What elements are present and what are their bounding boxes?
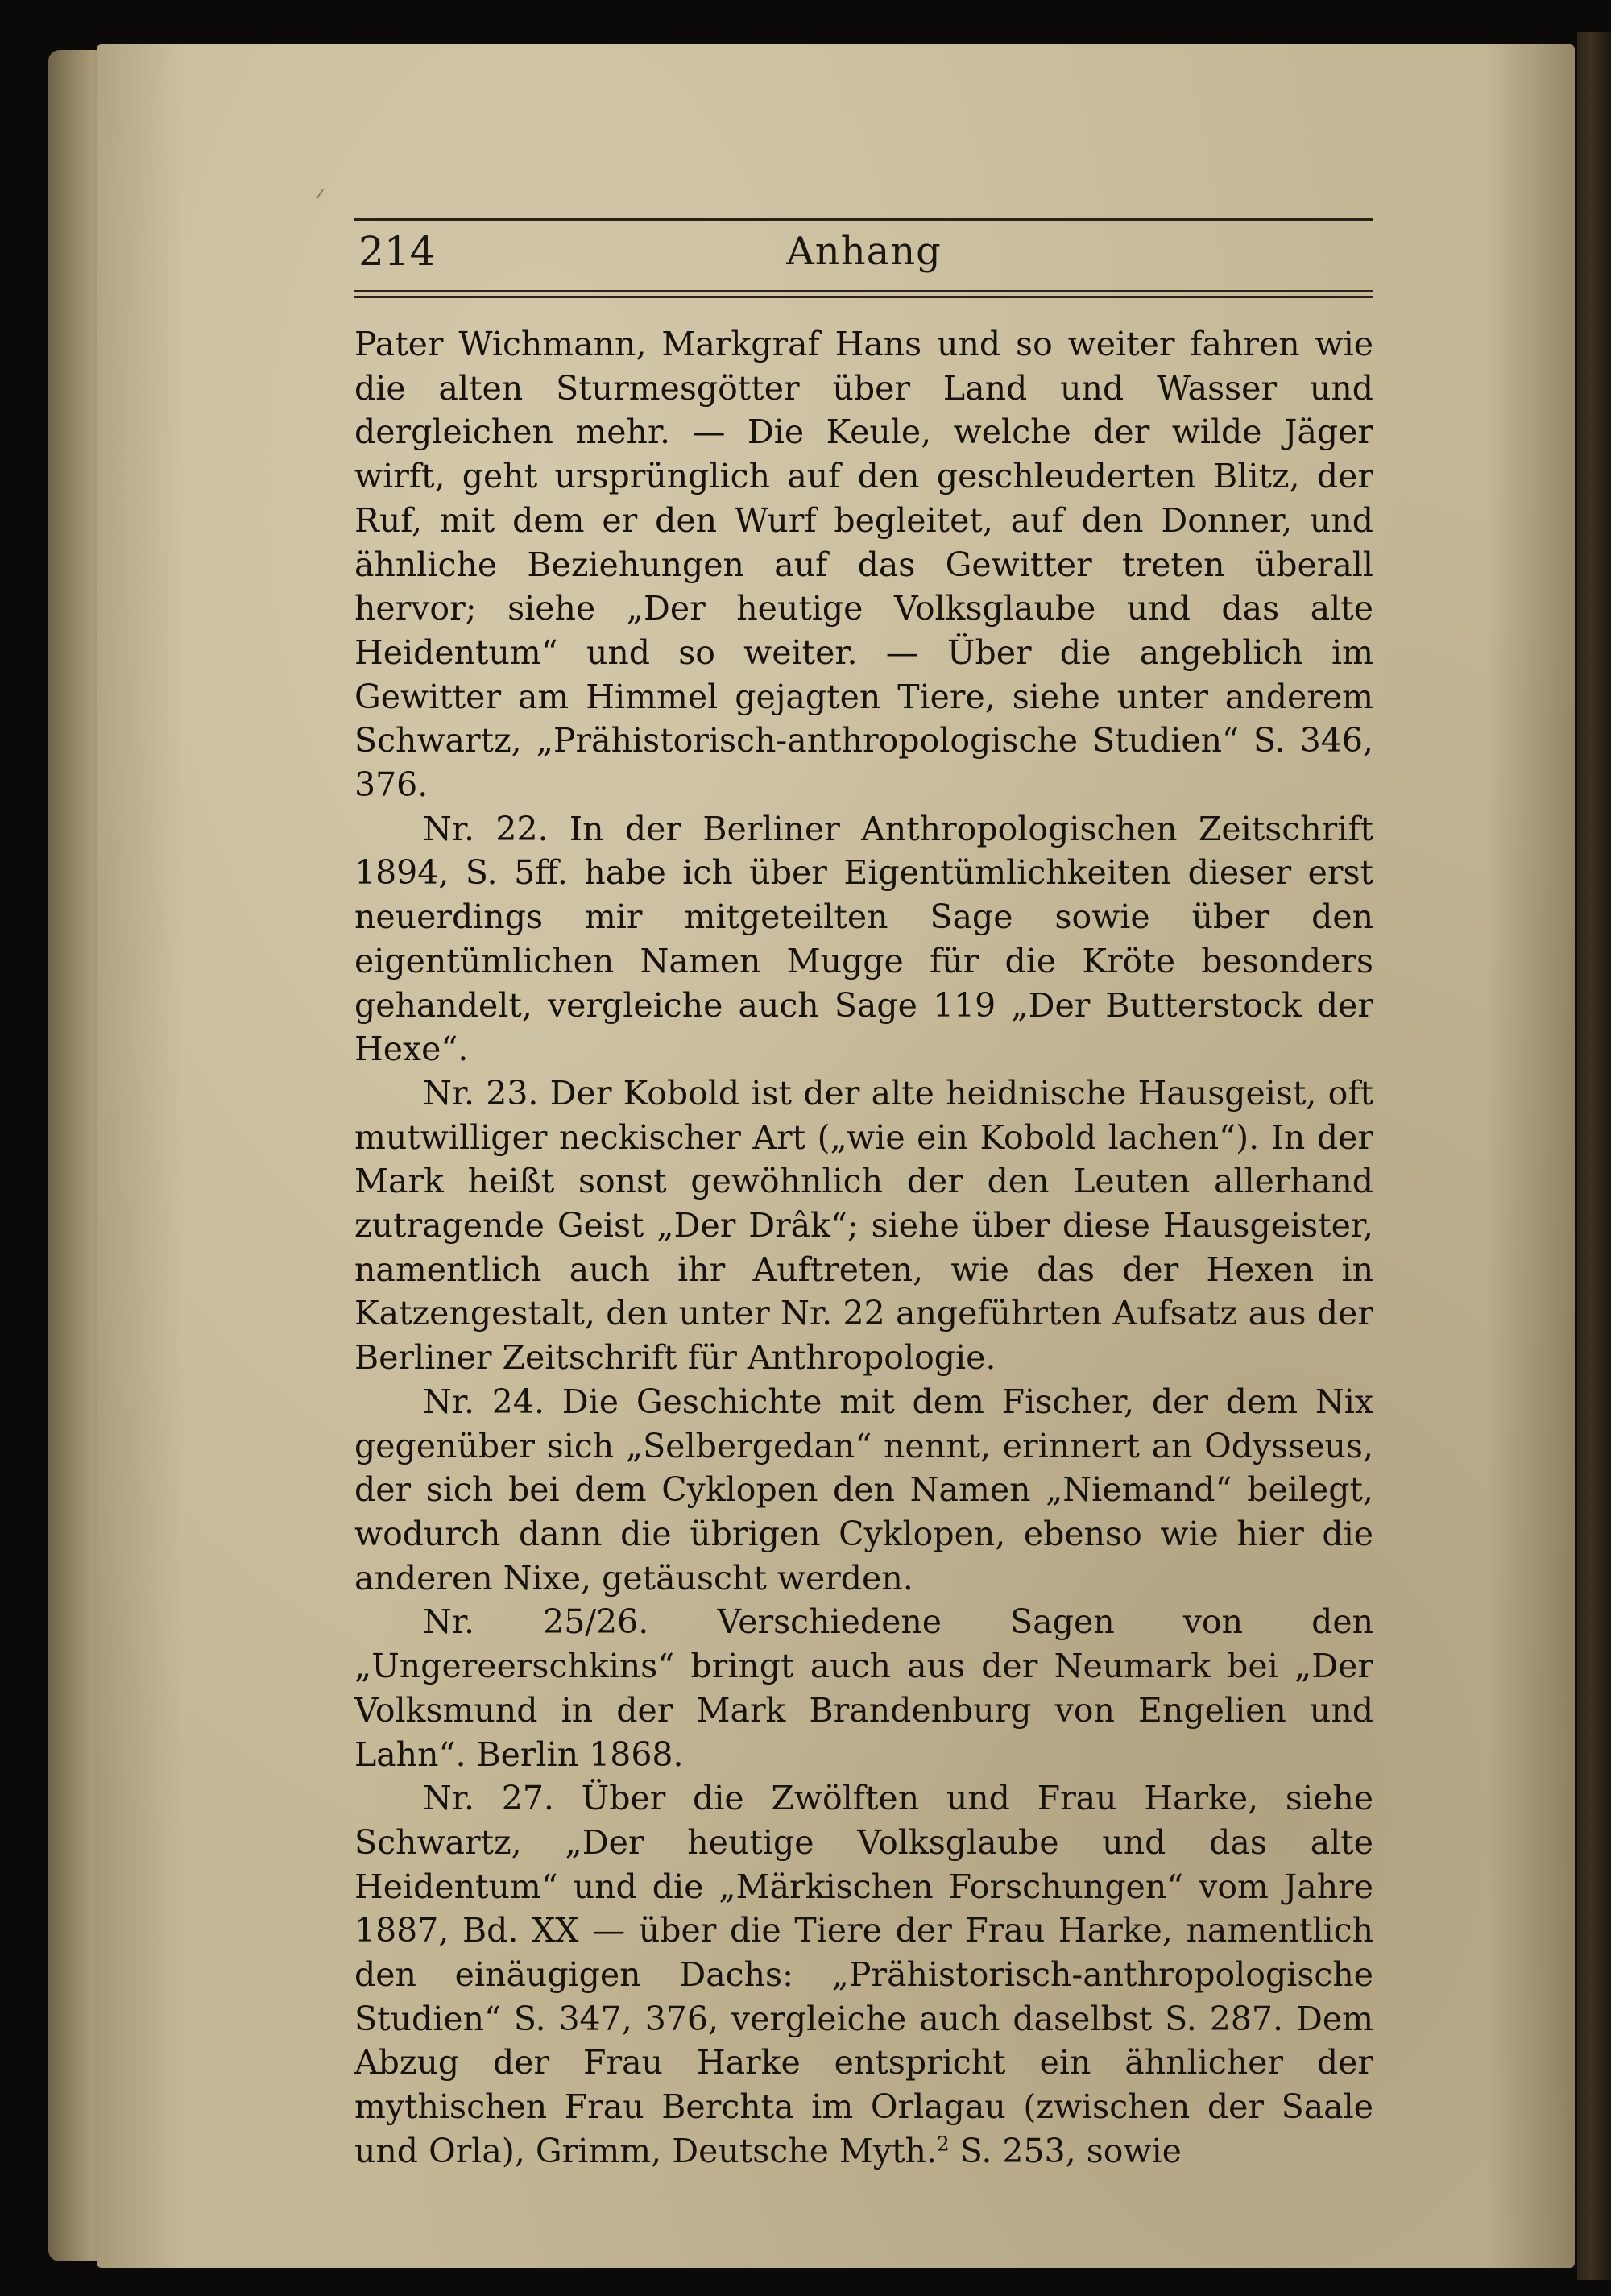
page-number: 214 — [358, 228, 436, 275]
running-title: Anhang — [786, 229, 942, 274]
paragraph-continuation: Pater Wichmann, Markgraf Hans und so weiter fahren wie die alten Sturmesgötter über Land und Wasser und dergleichen mehr. — Die Keule, welche der wilde Jäger wirft, geht ursprünglich auf den geschleuderten Blitz, der Ruf, mit dem er den Wurf begleitet, auf den Donner, und ähnliche Beziehungen auf das Gewitter treten überall hervor; siehe „Der heutige Volksglaube und das alte Heidentum“ und so weiter. — Über die angeblich im Gewitter am Himmel gejagten Tiere, siehe unter anderem Schwartz, „Prähistorisch-anthropologische Studien“ S. 346, 376. — [354, 325, 1373, 805]
paragraph-nr-24: Nr. 24. Die Geschichte mit dem Fischer, der dem Nix gegenüber sich „Selbergedan“ nennt, erinnert an Odysseus, der sich bei dem Cyklopen den Namen „Niemand“ beilegt, wodurch dann die übrigen Cyklopen, ebenso wie hier die anderen Nixe, getäuscht werden. — [354, 1382, 1373, 1598]
header-rule-bottom-thin — [354, 296, 1373, 298]
edition-superscript: 2 — [937, 2132, 950, 2156]
paragraph-nr-25-26: Nr. 25/26. Verschiedene Sagen von den „Ungereerschkins“ bringt auch aus der Neumark bei „Der Volksmund in der Mark Brandenburg von Engelien und Lahn“. Berlin 1868. — [354, 1602, 1373, 1774]
paragraph-nr-27 — [354, 1776, 1373, 2173]
paragraph-nr-27-text: Nr. 27. Über die Zwölften und Frau Harke, siehe Schwartz, „Der heutige Volksglaube und das alte Heidentum“ und die „Märkischen Forschungen“ vom Jahre 1887, Bd. XX — über die Tiere der Frau Harke, namentlich den einäugigen Dachs: „Prähistorisch-anthropologische Studien“ S. 347, 376, vergleiche auch daselbst S. 287. Dem Abzug der Frau Harke entspricht ein ähnlicher der mythischen Frau Berchta im Orlagau (zwischen der Saale und Orla), Grimm, Deutsche Myth. — [354, 1779, 1373, 2170]
body-text — [354, 322, 1373, 2174]
adjacent-page-edge — [1577, 32, 1611, 2280]
page-header — [354, 201, 1373, 306]
paragraph-nr-23: Nr. 23. Der Kobold ist der alte heidnische Hausgeist, oft mutwilliger neckischer Art („wie ein Kobold lachen“). In der Mark heißt sonst gewöhnlich der den Leuten allerhand zutragende Geist „Der Drâk“; siehe über diese Hausgeister, namentlich auch ihr Auftreten, wie das der Hexen in Katzengestalt, den unter Nr. 22 angeführten Aufsatz aus der Berliner Zeitschrift für Anthropologie. — [354, 1073, 1373, 1378]
paragraph-nr-22: Nr. 22. In der Berliner Anthropologischen Zeitschrift 1894, S. 5ff. habe ich über Eigentümlichkeiten dieser erst neuerdings mir mitgeteilten Sage sowie über den eigentümlichen Namen Mugge für die Kröte besonders gehandelt, vergleiche auch Sage 119 „Der Butterstock der Hexe“. — [354, 809, 1373, 1069]
header-rule-top — [354, 218, 1373, 221]
header-rule-bottom — [354, 290, 1373, 292]
paragraph-nr-27-tail: S. 253, sowie — [949, 2131, 1182, 2170]
